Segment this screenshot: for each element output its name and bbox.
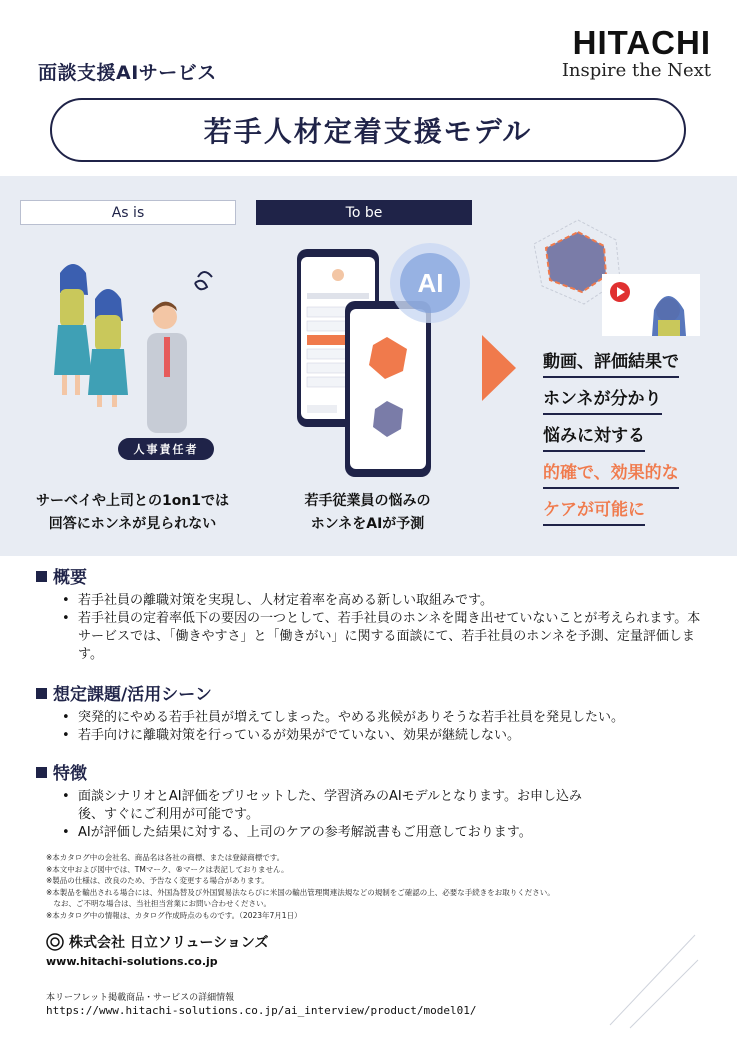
to-be-caption-line: 若手従業員の悩みの — [304, 493, 431, 509]
square-bullet-icon — [36, 571, 47, 582]
list-item: • 若手向けに離職対策を行っているが効果がでていない、効果が継続しない。 — [62, 727, 712, 745]
features-list — [62, 788, 592, 842]
section-heading-text: 想定課題/活用シーン — [53, 685, 212, 705]
list-item: • 面談シナリオとAI評価をプリセットした、学習済みのAIモデルとなります。お申し込み後、すぐにご利用が可能です。 — [62, 788, 592, 824]
note-line: ※製品の仕様は、改良のため、予告なく変更する場合があります。 — [46, 876, 269, 885]
list-item: • 若手社員の定着率低下の要因の一つとして、若手社員のホンネを聞き出せていないことが考えられます。本サービスでは、「働きやすさ」と「働きがい」に関する面談にて、若手社員のホンネを予測、定量評価します。 — [62, 610, 712, 664]
hitachi-emblem-icon — [46, 933, 64, 951]
result-line: ホンネが分かり — [543, 387, 662, 415]
note-line: ※本文中および図中では、TMマーク、®マークは表記しておりません。 — [46, 864, 289, 874]
result-message — [543, 350, 723, 535]
as-is-tab: As is — [20, 200, 236, 225]
list-item: • AIが評価した結果に対する、上司のケアの参考解説書もご用意しております。 — [62, 824, 592, 842]
result-line: ケアが可能に — [543, 498, 645, 526]
to-be-caption-line: ホンネをAIが予測 — [310, 516, 425, 532]
arrow-right-icon — [482, 335, 516, 401]
page-title: 若手人材定着支援モデル — [50, 98, 686, 162]
as-is-caption — [20, 490, 245, 536]
section-heading-text: 特徴 — [53, 764, 87, 784]
as-is-caption-line: 回答にホンネが見られない — [48, 516, 217, 532]
brand-name: HITACHI — [572, 24, 711, 61]
decorative-lines — [600, 930, 700, 1030]
website-link[interactable]: www.hitachi-solutions.co.jp — [46, 955, 218, 968]
people-illustration — [30, 255, 245, 455]
company-name-text: 株式会社 日立ソリューションズ — [69, 935, 269, 951]
list-item: • 突発的にやめる若手社員が増えてしまった。やめる兆候がありそうな若手社員を発見したい。 — [62, 709, 712, 727]
as-is-caption-line: サーベイや上司との1on1では — [35, 493, 230, 509]
brand-tagline: Inspire the Next — [561, 60, 711, 81]
disclaimer-notes — [46, 852, 555, 921]
note-line: ※本製品を輸出される場合には、外国為替及び外国貿易法ならびに米国の輸出管理関連法規などの規制をご確認の上、必要な手続きをお取りください。 — [46, 887, 555, 897]
note-line: ※本カタログ中の会社名、商品名は各社の商標、または登録商標です。 — [46, 853, 285, 862]
to-be-caption — [280, 490, 455, 536]
company-name — [46, 932, 268, 952]
list-item: • 若手社員の離職対策を実現し、人材定着率を高める新しい取組みです。 — [62, 592, 712, 610]
square-bullet-icon — [36, 767, 47, 778]
section-heading-text: 概要 — [53, 568, 87, 588]
result-line: 悩みに対する — [543, 424, 645, 452]
hitachi-logo — [562, 26, 711, 82]
issues-list — [62, 709, 712, 745]
detail-url-link[interactable]: https://www.hitachi-solutions.co.jp/ai_interview/product/model01/ — [46, 1004, 477, 1017]
result-line: 動画、評価結果で — [543, 350, 679, 378]
note-line: なお、ご不明な場合は、当社担当営業にお問い合わせください。 — [46, 899, 271, 908]
hr-manager-badge: 人事責任者 — [118, 438, 214, 460]
ai-label: AI — [417, 268, 444, 298]
section-heading — [36, 563, 87, 588]
radar-chart-video-illustration — [528, 216, 708, 341]
note-line: ※本カタログ中の情報は、カタログ作成時点のものです。（2023年7月1日） — [46, 910, 302, 920]
to-be-tab: To be — [256, 200, 472, 225]
result-line: 的確で、効果的な — [543, 461, 679, 489]
square-bullet-icon — [36, 688, 47, 699]
overview-list — [62, 592, 712, 664]
service-label: 面談支援AIサービス — [38, 62, 217, 84]
section-heading — [36, 759, 87, 784]
detail-label: 本リーフレット掲載商品・サービスの詳細情報 — [46, 993, 235, 1003]
section-heading — [36, 680, 212, 705]
